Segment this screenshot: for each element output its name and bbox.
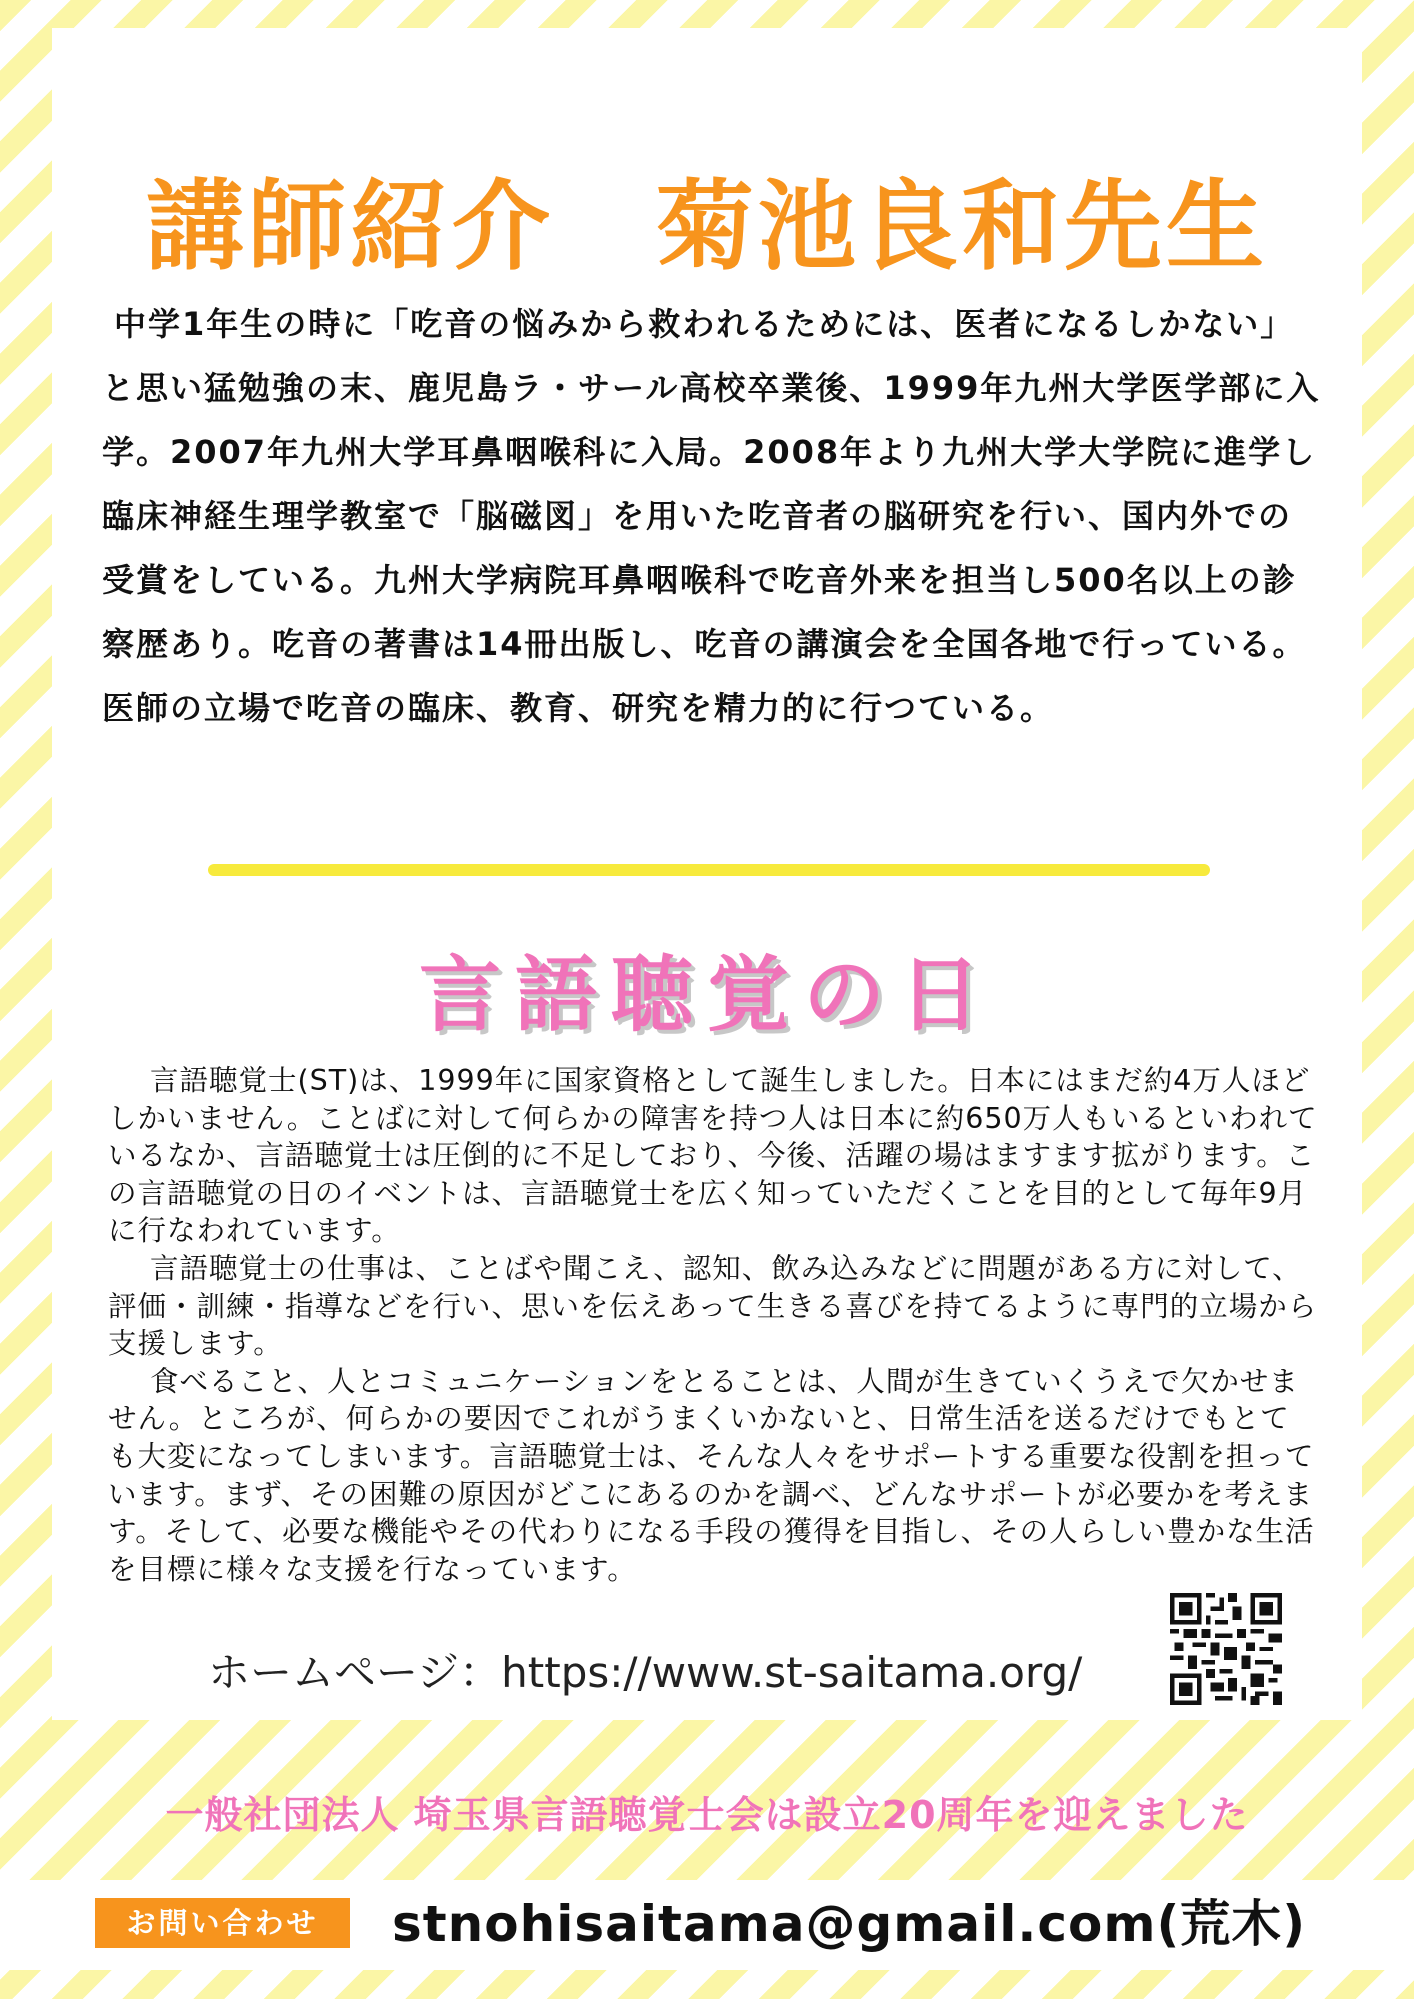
qr-code-icon [1170, 1593, 1282, 1705]
contact-label: お問い合わせ [95, 1898, 350, 1948]
st-day-paragraph: 食べること、人とコミュニケーションをとることは、人間が生きていくうえで欠かせません。ところが、何らかの要因でこれがうまくいかないと、日常生活を送るだけでもとても大変になってしまいます。言語聴覚士は、そんな人々をサポートする重要な役割を担っています。まず、その困難の原因がどこにあるのかを調べ、どんなサポートが必要かを考えます。そして、必要な機能やその代わりになる手段の獲得を目指し、その人らしい豊かな生活を目標に様々な支援を行なっています。 [108, 1364, 1315, 1586]
anniversary-banner: 一般社団法人 埼玉県言語聴覚士会は設立20周年を迎えました [165, 1793, 1249, 1837]
contact-email[interactable]: stnohisaitama@gmail.com(荒木) [392, 1895, 1307, 1953]
lecturer-title: 講師紹介 菊池良和先生 [145, 170, 1268, 284]
lecturer-bio: 中学1年生の時に「吃音の悩みから救われるためには、医者になるしかない」と思い猛勉強の末、鹿児島ラ・サール高校卒業後、1999年九州大学医学部に入学。2007年九州大学耳鼻咽喉科に入局。2008年より九州大学大学院に進学し臨床神経生理学教室で「脳磁図」を用いた吃音者の脳研究を行い、国内外での受賞をしている。九州大学病院耳鼻咽喉科で吃音外来を担当し500名以上の診察歴あり。吃音の著書は14冊出版し、吃音の講演会を全国各地で行っている。医師の立場で吃音の臨床、教育、研究を精力的に行つている。 [102, 305, 1321, 727]
st-day-paragraph: 言語聴覚士(ST)は、1999年に国家資格として誕生しました。日本にはまだ約4万人ほどしかいません。ことばに対して何らかの障害を持つ人は日本に約650万人もいるといわれているなか、言語聴覚士は圧倒的に不足しており、今後、活躍の場はますます拡がります。この言語聴覚の日のイベントは、言語聴覚士を広く知っていただくことを目的として毎年9月に行なわれています。 [108, 1064, 1318, 1248]
st-day-body [108, 1062, 1318, 1588]
st-day-paragraph: 言語聴覚士の仕事は、ことばや聞こえ、認知、飲み込みなどに問題がある方に対して、評価・訓練・指導などを行い、思いを伝えあって生きる喜びを持てるように専門的立場から支援します。 [108, 1251, 1318, 1361]
section-divider [208, 864, 1210, 876]
st-day-title: 言語聴覚の日 [418, 948, 995, 1043]
homepage-link[interactable]: ホームページ：https://www.st-saitama.org/ [208, 1648, 1083, 1697]
